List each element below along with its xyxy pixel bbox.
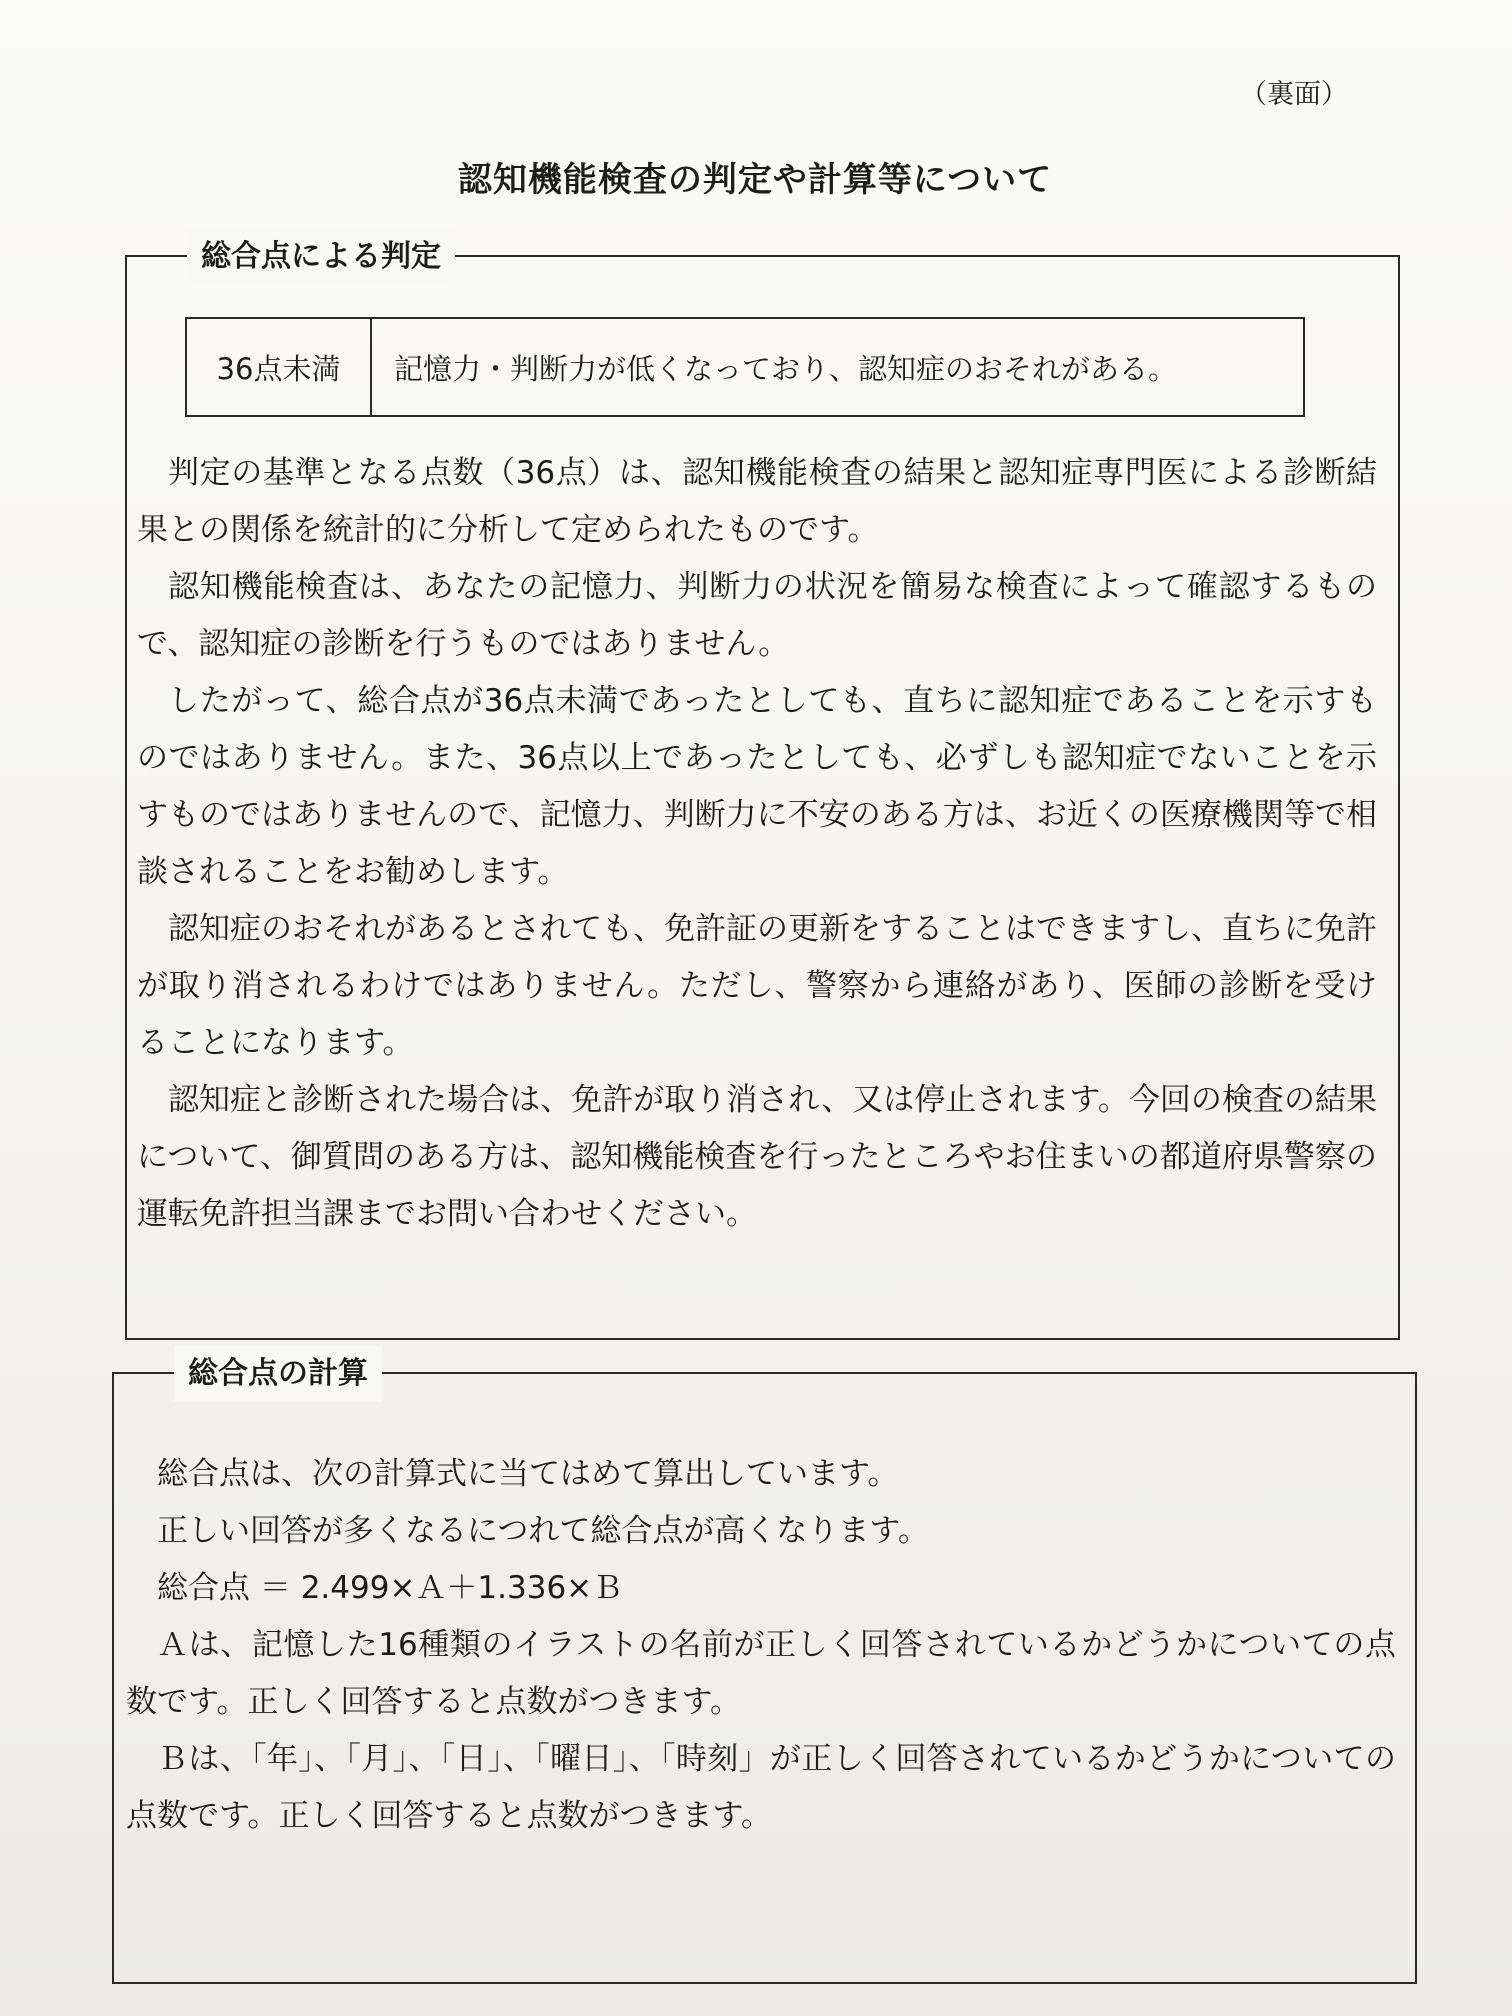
page-title: 認知機能検査の判定や計算等について — [457, 160, 1053, 200]
calculation-heading: 総合点の計算 — [174, 1346, 382, 1402]
back-side-label: （裏面） — [1240, 79, 1348, 110]
calculation-section — [112, 1356, 1417, 1984]
calculation-intro-1: 総合点は、次の計算式に当てはめて算出しています。 — [157, 1456, 899, 1492]
judgment-paragraph-2: 認知機能検査は、あなたの記憶力、判断力の状況を簡易な検査によって確認するもので、認知症の診断を行うものではありません。 — [137, 569, 1377, 662]
criteria-result-cell: 記憶力・判断力が低くなっており、認知症のおそれがある。 — [394, 351, 1178, 386]
judgment-body — [137, 445, 1377, 1243]
judgment-section — [125, 239, 1400, 1340]
calculation-intro-2: 正しい回答が多くなるにつれて総合点が高くなります。 — [157, 1513, 929, 1549]
calculation-b-description: Ｂは、「年」、「月」、「日」、「曜日」、「時刻」が正しく回答されているかどうかについての点数です。正しく回答すると点数がつきます。 — [126, 1741, 1396, 1834]
criteria-threshold-cell: 36点未満 — [187, 319, 372, 415]
judgment-paragraph-1: 判定の基準となる点数（36点）は、認知機能検査の結果と認知症専門医による診断結果との関係を統計的に分析して定められたものです。 — [137, 455, 1377, 548]
judgment-paragraph-4: 認知症のおそれがあるとされても、免許証の更新をすることはできますし、直ちに免許が取り消されるわけではありません。ただし、警察から連絡があり、医師の診断を受けることになります。 — [137, 911, 1377, 1061]
calculation-body — [126, 1446, 1396, 1845]
calculation-formula: 総合点 ＝ 2.499×Ａ＋1.336×Ｂ — [157, 1570, 624, 1606]
calculation-a-description: Ａは、記憶した16種類のイラストの名前が正しく回答されているかどうかについての点数です。正しく回答すると点数がつきます。 — [126, 1627, 1396, 1720]
judgment-paragraph-5: 認知症と診断された場合は、免許が取り消され、又は停止されます。今回の検査の結果について、御質問のある方は、認知機能検査を行ったところやお住まいの都道府県警察の運転免許担当課までお問い合わせください。 — [137, 1082, 1377, 1232]
judgment-heading: 総合点による判定 — [187, 229, 455, 285]
criteria-table — [185, 317, 1305, 417]
judgment-paragraph-3: したがって、総合点が36点未満であったとしても、直ちに認知症であることを示すものではありません。また、36点以上であったとしても、必ずしも認知症でないことを示すものではありませんので、記憶力、判断力に不安のある方は、お近くの医療機関等で相談されることをお勧めします。 — [137, 683, 1377, 890]
